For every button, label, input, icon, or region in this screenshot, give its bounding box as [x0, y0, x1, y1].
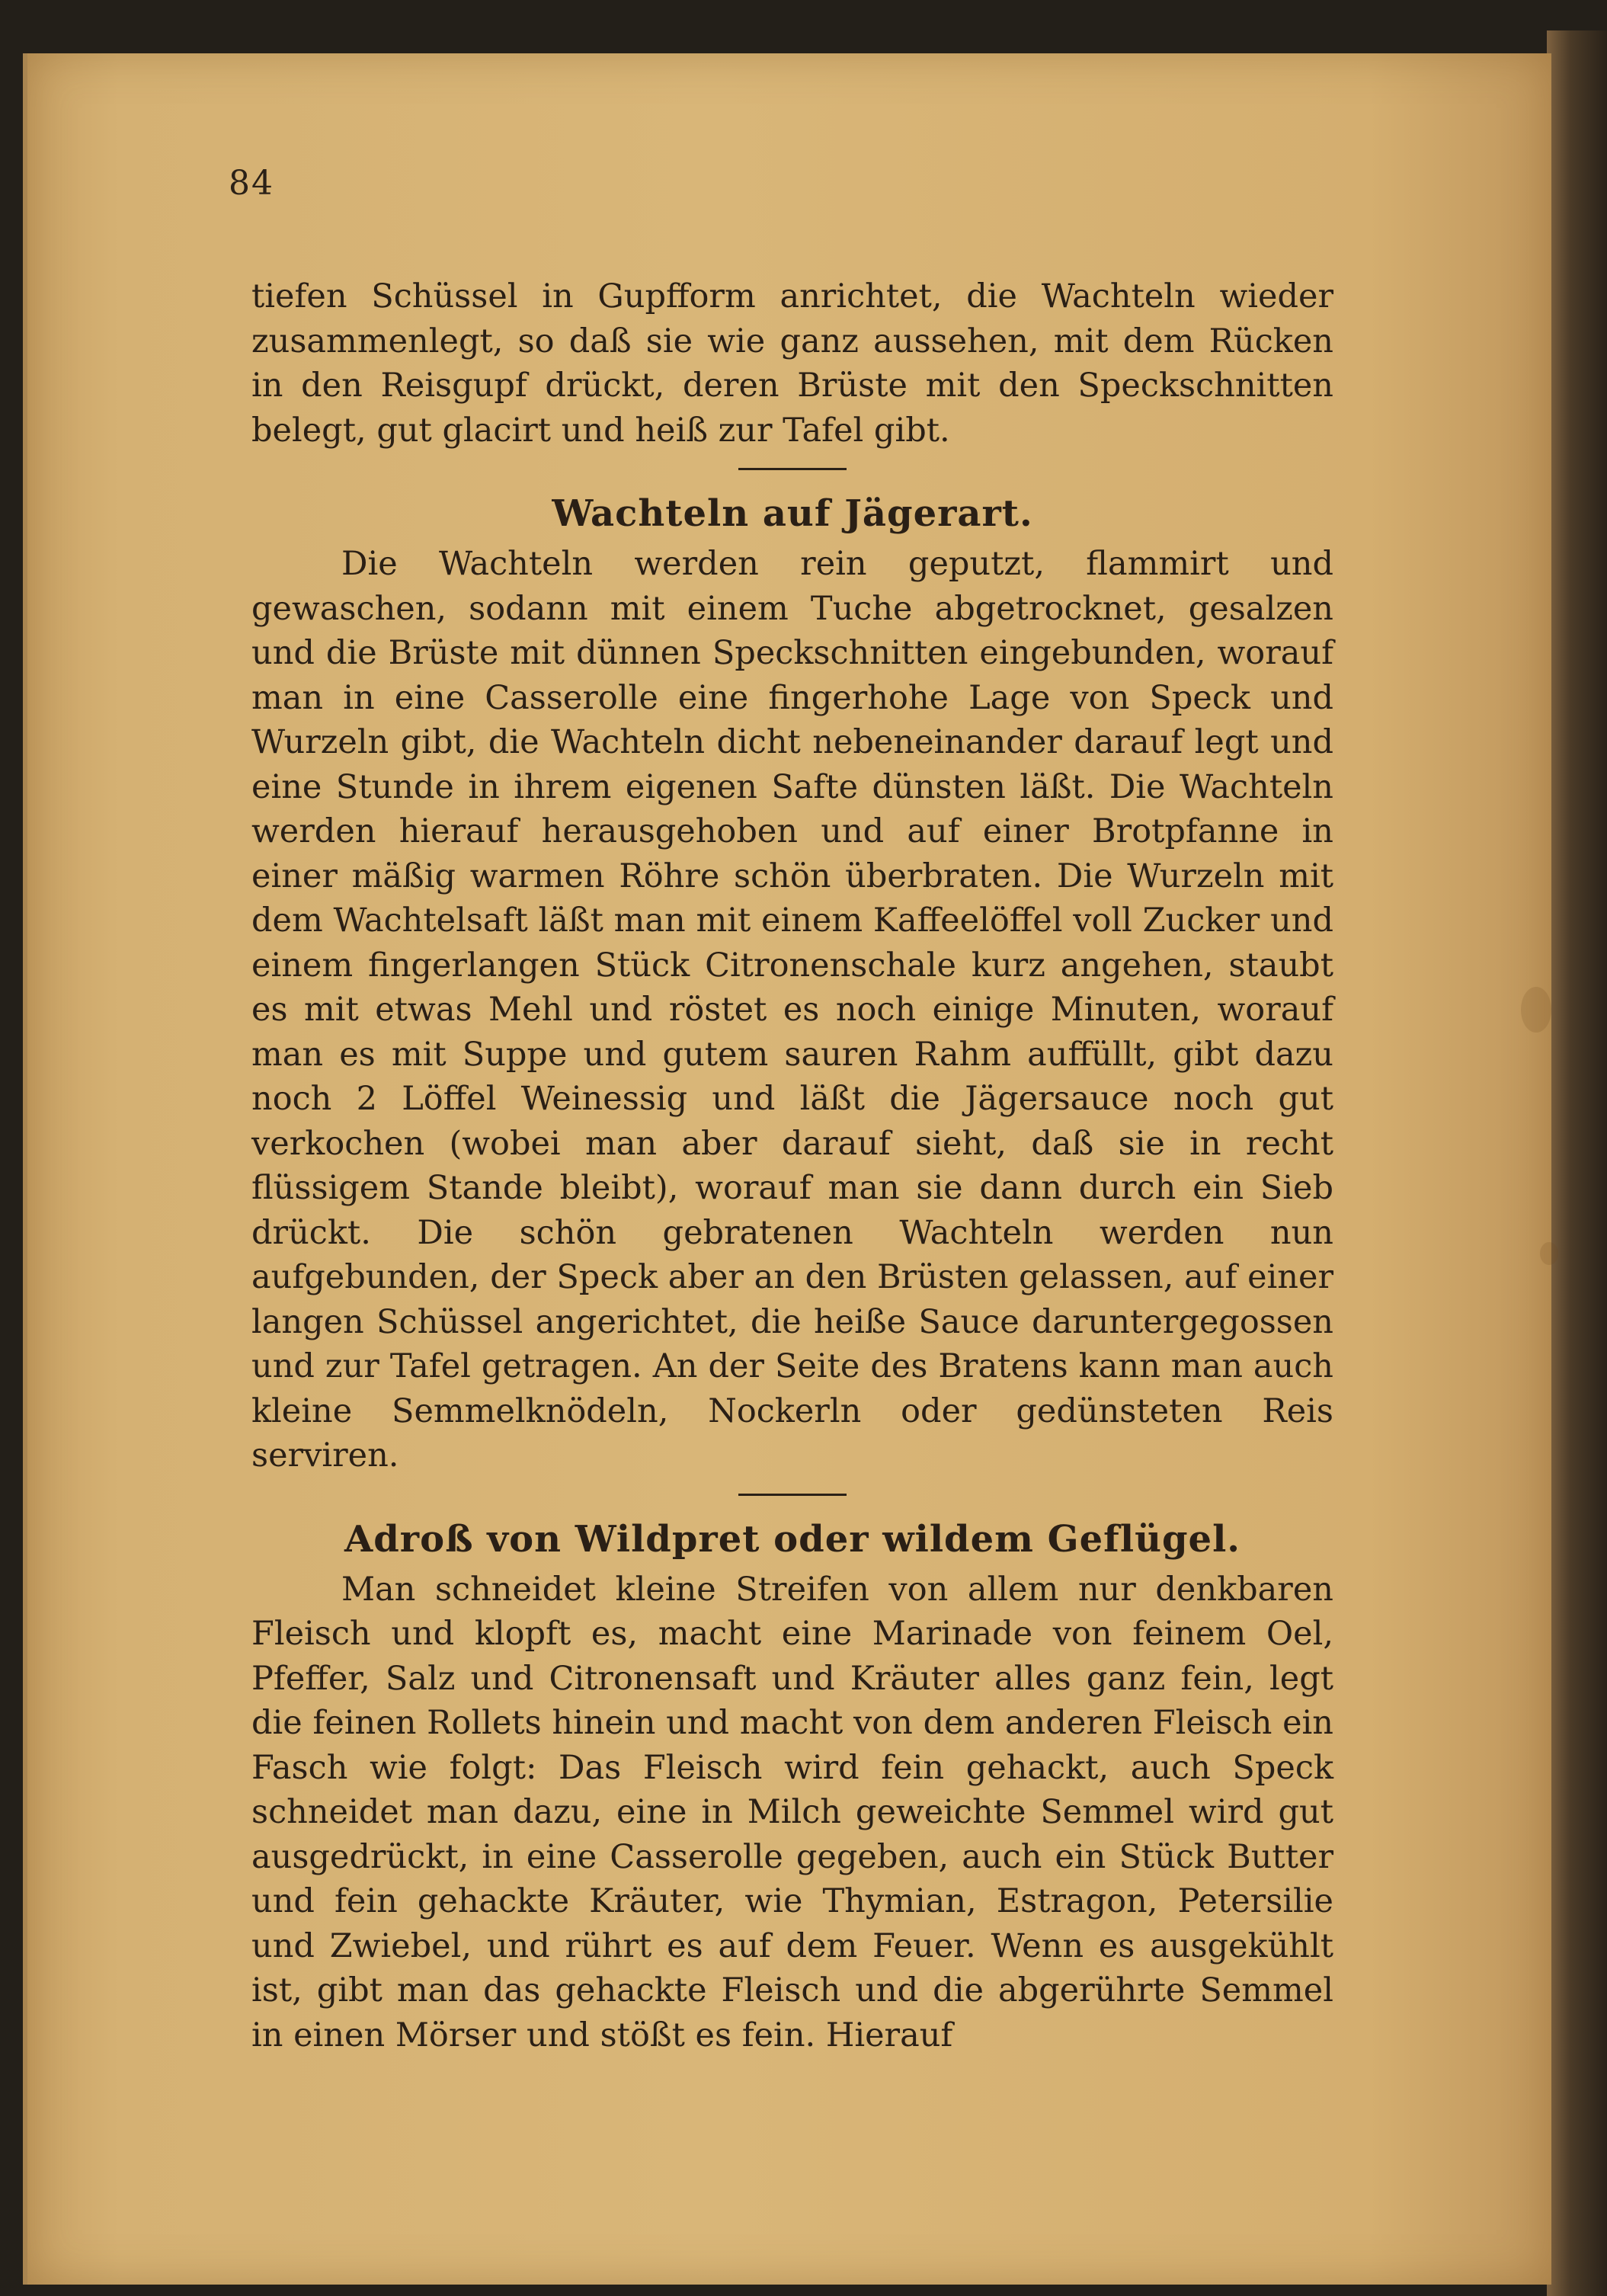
paper-stain — [1540, 1242, 1558, 1265]
page-text — [251, 274, 1333, 2057]
recipe-title-adross: Adroß von Wildpret oder wildem Geflügel. — [344, 1517, 1241, 1561]
recipe-body-wachteln: Die Wachteln werden rein geputzt, flammirt und gewaschen, sodann mit einem Tuche abgetrocknet, gesalzen und die Brüste mit dünnen Speckschnitten eingebunden, worauf man in eine Casserolle eine fingerhohe Lage von Speck und Wurzeln gibt, die Wachteln dicht nebeneinander darauf legt und eine Stunde in ihrem eigenen Safte dünsten läßt. Die Wachteln werden hierauf herausgehoben und auf einer Brotpfanne in einer mäßig warmen Röhre schön überbraten. Die Wurzeln mit dem Wachtelsaft läßt man mit einem Kaffeelöffel voll Zucker und einem fingerlangen Stück Citronenschale kurz angehen, staubt es mit etwas Mehl und röstet es noch einige Minuten, worauf man es mit Suppe und gutem sauren Rahm auffüllt, gibt dazu noch 2 Löffel Weinessig und läßt die Jägersauce noch gut verkochen (wobei man aber darauf sieht, daß sie in recht flüssigem Stande bleibt), worauf man sie dann durch ein Sieb drückt. Die schön gebratenen Wachteln werden nun aufgebunden, der Speck aber an den Brüsten gelassen, auf einer langen Schüssel angerichtet, die heiße Sauce daruntergegossen und zur Tafel getragen. An der Seite des Bratens kann man auch kleine Semmelknödeln, Nockerln oder gedünsteten Reis serviren. — [251, 545, 1333, 1475]
recipe-body-adross: Man schneidet kleine Streifen von allem nur denkbaren Fleisch und klopft es, macht eine Marinade von feinem Oel, Pfeffer, Salz und Citronensaft und Kräuter alles ganz fein, legt die feinen Rollets hinein und macht von dem anderen Fleisch ein Fasch wie folgt: Das Fleisch wird fein gehackt, auch Speck schneidet man dazu, eine in Milch geweichte Semmel wird gut ausgedrückt, in eine Casserolle gegeben, auch ein Stück Butter und fein gehackte Kräuter, wie Thymian, Estragon, Petersilie und Zwiebel, und rührt es auf dem Feuer. Wenn es ausgekühlt ist, gibt man das gehackte Fleisch und die abgerührte Semmel in einen Mörser und stößt es fein. Hierauf — [251, 1570, 1333, 2054]
recipe-title-wachteln: Wachteln auf Jägerart. — [552, 492, 1033, 535]
section-divider — [738, 1494, 847, 1496]
paper-stain — [1521, 987, 1551, 1033]
book-spine — [1547, 30, 1607, 2296]
page-number: 84 — [229, 164, 274, 203]
section-divider — [738, 468, 847, 470]
intro-paragraph: tiefen Schüssel in Gupfform anrichtet, die Wachteln wieder zusammenlegt, so daß sie wie ganz aussehen, mit dem Rücken in den Reisgupf drückt, deren Brüste mit den Speckschnitten belegt, gut glacirt und heiß zur Tafel gibt. — [251, 277, 1333, 450]
